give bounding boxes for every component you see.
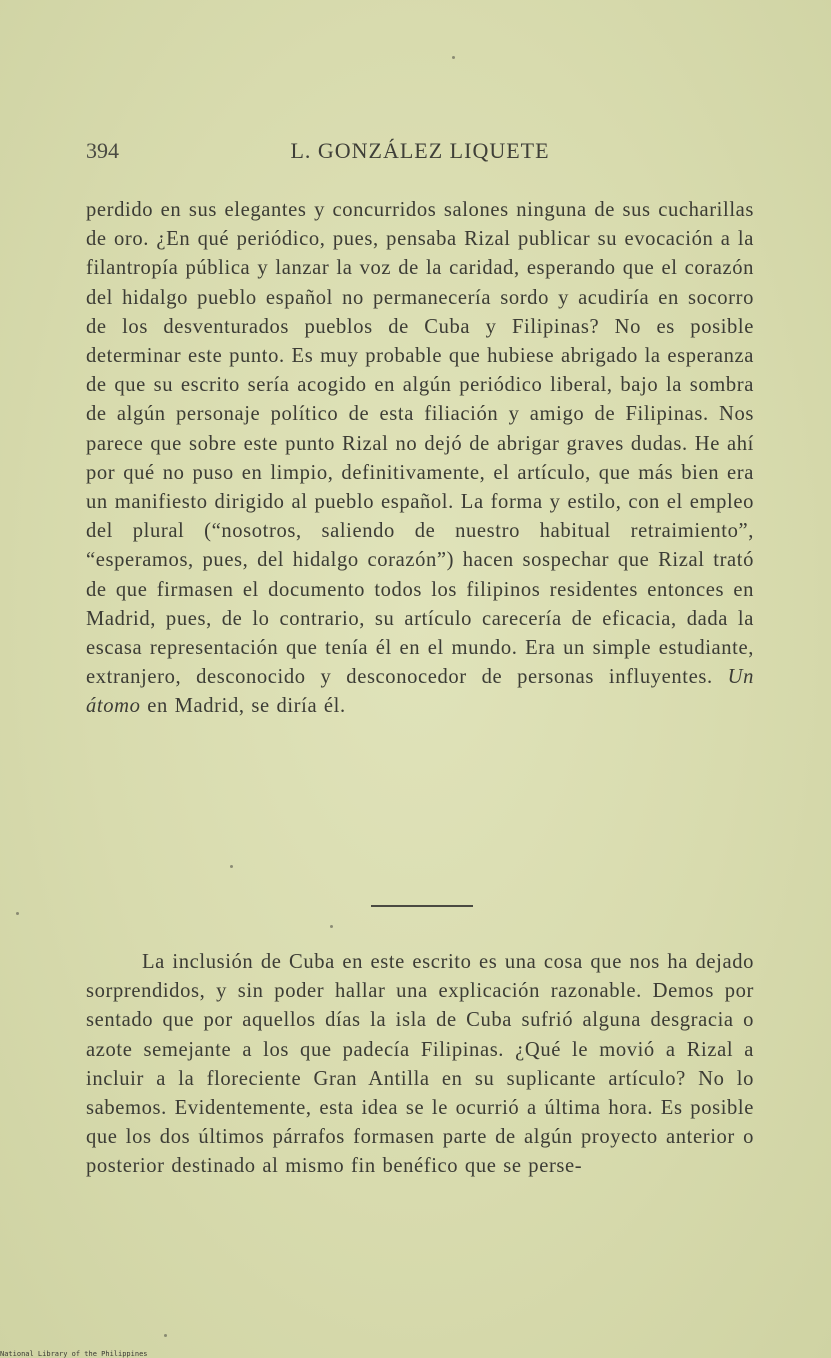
paper-speck xyxy=(230,865,233,868)
page-header xyxy=(86,138,754,168)
italic-phrase: Un átomo xyxy=(86,666,754,718)
paper-speck xyxy=(16,912,19,915)
page-number: 394 xyxy=(86,138,119,163)
paragraph-text: perdido en sus elegantes y concurridos salones ninguna de sus cucharillas de oro. ¿En qué periódico, pues, pensaba Rizal publicar su evocación a la filantropía pública y lanzar la voz de la caridad, esperando que el corazón del hidalgo pueblo español no permanecería sordo y acudiría en socorro de los desventurados pueblos de Cuba y Filipinas? No es posible determinar este punto. Es muy probable que hubiese abrigado la esperanza de que su escrito sería acogido en algún periódico liberal, bajo la sombra de algún personaje político de esta filiación y amigo de Filipinas. Nos parece que sobre este punto Rizal no dejó de abrigar graves dudas. He ahí por qué no puso en limpio, definitivamente, el artículo, que más bien era un manifiesto dirigido al pueblo español. La forma y estilo, con el empleo del plural (“nosotros, saliendo de nuestro habitual retraimiento”, “esperamos, pues, del hidalgo corazón”) hacen sospechar que Rizal trató de que firmasen el documento todos los filipinos residentes entonces en Madrid, pues, de lo contrario, su artículo carecería de eficacia, dada la escasa representación que tenía él en el mundo. Era un simple estudiante, extranjero, desconocido y desconocedor de personas influyentes. xyxy=(86,199,754,689)
body-paragraph: La inclusión de Cuba en este escrito es una cosa que nos ha dejado sorprendidos, y sin poder hallar una explicación razonable. Demos por sentado que por aquellos días la isla de Cuba sufrió alguna desgracia o azote semejante a los que padecía Filipinas. ¿Qué le movió a Rizal a incluir a la floreciente Gran Antilla en su suplicante artículo? No lo sabemos. Evidentemente, esta idea se le ocurrió a última hora. Es posible que los dos últimos párrafos formasen parte de algún proyecto anterior o posterior destinado al mismo fin benéfico que se perse- xyxy=(86,951,754,1178)
paragraph-text-end: en Madrid, se diría él. xyxy=(140,695,346,718)
body-paragraph xyxy=(86,196,754,722)
paper-speck xyxy=(452,56,455,59)
library-credit: National Library of the Philippines xyxy=(0,1350,148,1358)
paper-speck xyxy=(330,925,333,928)
section-separator-rule xyxy=(371,905,473,907)
paper-speck xyxy=(164,1334,167,1337)
running-head: L. GONZÁLEZ LIQUETE xyxy=(290,138,550,163)
